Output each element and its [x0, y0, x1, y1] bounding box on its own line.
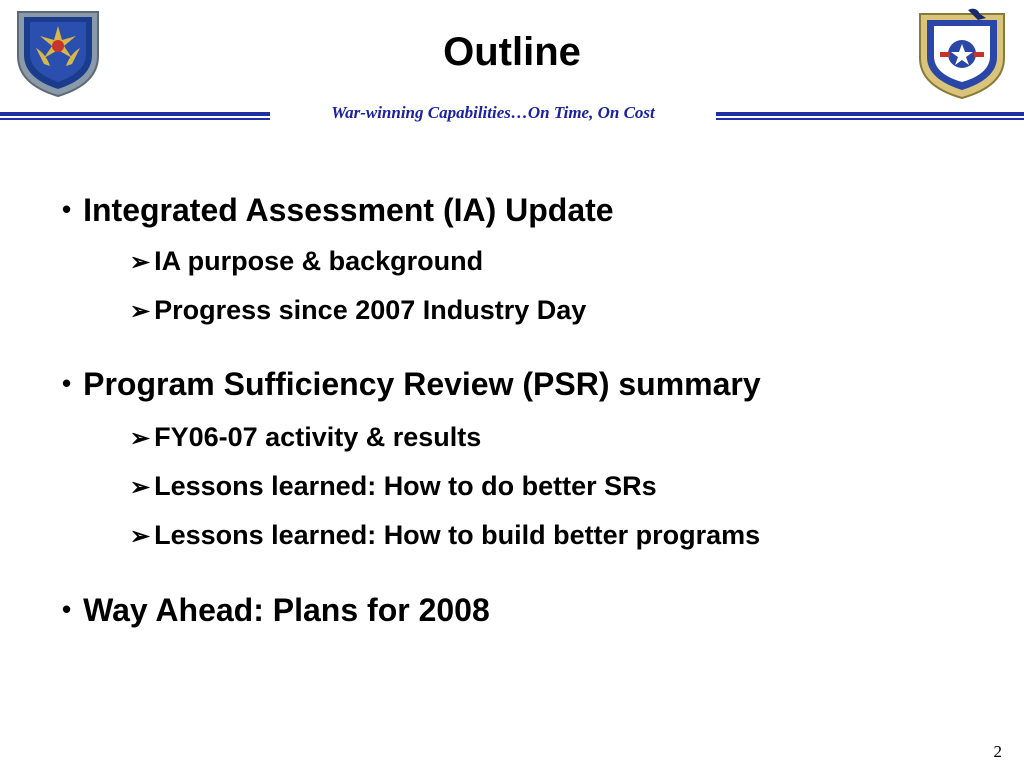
page-title: Outline: [443, 30, 581, 74]
outline-subitem: ➢ Lessons learned: How to do better SRs: [130, 471, 657, 501]
outline-subitem: ➢ Progress since 2007 Industry Day: [130, 295, 587, 325]
outline-subitem: ➢ FY06-07 activity & results: [130, 422, 482, 452]
arrow-bullet-icon: ➢: [130, 249, 151, 276]
arrow-bullet-icon: ➢: [130, 523, 151, 550]
outline-subitem: ➢ IA purpose & background: [130, 246, 484, 276]
outline-item: • Program Sufficiency Review (PSR) summary: [62, 366, 761, 402]
outline-item: • Way Ahead: Plans for 2008: [62, 592, 490, 628]
arrow-bullet-icon: ➢: [130, 298, 151, 325]
bullet-icon: •: [62, 594, 72, 624]
tagline: War-winning Capabilities…On Time, On Cost: [270, 103, 716, 123]
outline-subitem: ➢ Lessons learned: How to build better programs: [130, 520, 761, 550]
page-number: 2: [993, 742, 1002, 761]
bullet-icon: •: [62, 194, 72, 224]
bullet-icon: •: [62, 368, 72, 398]
arrow-bullet-icon: ➢: [130, 474, 151, 501]
outline-item: • Integrated Assessment (IA) Update: [62, 192, 614, 228]
arrow-bullet-icon: ➢: [130, 425, 151, 452]
